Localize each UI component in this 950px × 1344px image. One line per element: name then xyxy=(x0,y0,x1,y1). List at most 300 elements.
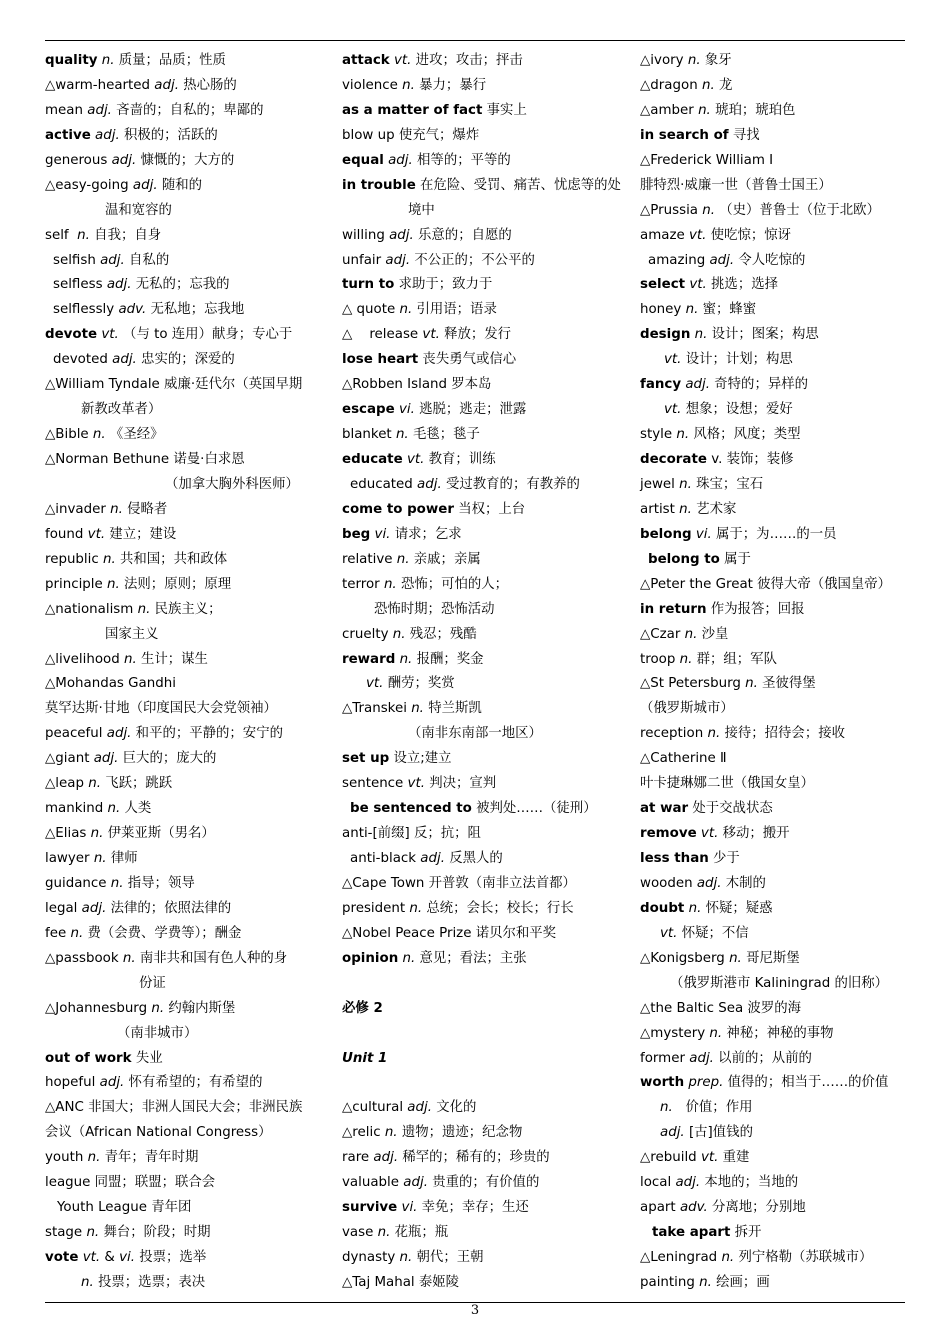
vocab-text: 本地的；当地的 xyxy=(700,1175,799,1191)
vocab-text: adj. xyxy=(696,875,722,891)
vocab-line xyxy=(342,149,632,174)
vocab-line xyxy=(640,448,915,473)
vocab-line xyxy=(45,473,335,498)
vocab-text: 青年；青年时期 xyxy=(100,1150,199,1166)
vocab-text: n. xyxy=(679,476,692,492)
vocab-text: cruelty xyxy=(342,626,393,642)
vocab-text: relative xyxy=(342,551,397,567)
vocab-line xyxy=(640,398,915,423)
vocab-text: adj. xyxy=(111,152,137,168)
vocab-text: 巨大的；庞大的 xyxy=(118,751,217,767)
vocab-text: stage xyxy=(45,1225,87,1241)
vocab-line xyxy=(45,1196,335,1221)
vocab-line xyxy=(45,348,335,373)
vocab-text: 事实上 xyxy=(482,102,527,118)
vocab-column-2 xyxy=(342,49,632,1296)
vocab-text: dynasty xyxy=(342,1250,400,1265)
vocab-line xyxy=(45,747,335,772)
vocab-text: legal xyxy=(45,900,82,916)
vocab-text: 热心肠的 xyxy=(178,77,237,93)
vocab-line xyxy=(640,822,915,847)
vocab-text: Youth League 青年团 xyxy=(57,1200,192,1216)
vocab-text: worth xyxy=(640,1075,685,1091)
vocab-text: 遗物；遗迹；纪念物 xyxy=(397,1125,523,1141)
vocab-text: be sentenced to xyxy=(350,801,472,817)
vocab-text: adj. xyxy=(403,1175,428,1191)
vocab-line xyxy=(342,972,632,997)
vocab-text: n. xyxy=(107,576,120,592)
vocab-text: n. xyxy=(377,1225,391,1241)
vocab-line xyxy=(342,523,632,548)
vocab-text: 亲戚；亲属 xyxy=(409,551,481,567)
vocab-text: quality xyxy=(45,53,98,68)
vocab-text: △ivory xyxy=(640,53,688,68)
vocab-text: 接待；招待会；接收 xyxy=(720,726,845,742)
vocab-text: 毛毯；毯子 xyxy=(408,427,480,443)
vocab-text: 龙 xyxy=(714,77,733,93)
vocab-text: vi. xyxy=(401,1200,418,1216)
vocab-text: fee xyxy=(45,925,71,941)
vocab-text: n. xyxy=(676,427,690,443)
vocab-line xyxy=(45,922,335,947)
vocab-text: △Robben Island 罗本岛 xyxy=(342,377,492,393)
vocab-text: （俄罗斯城市） xyxy=(640,701,734,717)
vocab-text: opinion xyxy=(342,950,399,966)
vocab-line xyxy=(342,1271,632,1296)
vocab-text: 投票；选票；表决 xyxy=(93,1274,206,1290)
vocab-text: △ quote xyxy=(342,302,400,318)
vocab-text: 莫罕达斯·甘地（印度国民大会党领袖） xyxy=(45,701,277,717)
vocab-text: n. xyxy=(709,1025,723,1041)
vocab-text: active xyxy=(45,127,91,143)
vocab-line xyxy=(640,1271,915,1296)
vocab-text: 残忍；残酷 xyxy=(405,626,477,642)
vocab-text: fancy xyxy=(640,377,682,393)
vocab-text: 乐意的；自愿的 xyxy=(413,227,512,243)
vocab-line xyxy=(640,1196,915,1221)
vocab-text: belong to xyxy=(648,551,720,567)
vocab-text: vt. xyxy=(87,526,106,542)
vocab-text: △dragon xyxy=(640,77,702,93)
vocab-text: 民族主义； xyxy=(150,601,222,617)
vocab-text: 建立；建设 xyxy=(105,526,177,542)
vocab-text: 移动；搬开 xyxy=(718,826,790,842)
vocab-line xyxy=(342,1196,632,1221)
vocab-line xyxy=(45,273,335,298)
vocab-line xyxy=(342,797,632,822)
vocab-text: vt. xyxy=(406,452,425,467)
vocab-text: 恐怖；可怕的人； xyxy=(396,576,509,592)
vocab-text: selfish xyxy=(53,252,101,268)
vocab-text: 逃脱；逃走；泄露 xyxy=(414,402,527,418)
vocab-line xyxy=(640,498,915,523)
vocab-text: 无私地；忘我地 xyxy=(146,302,245,318)
vocab-line xyxy=(342,1221,632,1246)
vocab-text: 求助于；致力于 xyxy=(394,277,493,293)
vocab-text: youth xyxy=(45,1150,88,1166)
vocab-text: n. xyxy=(684,626,698,642)
vocab-text: △nationalism xyxy=(45,601,138,617)
vocab-text: 哥尼斯堡 xyxy=(741,950,800,966)
vocab-text: 以前的；从前的 xyxy=(713,1050,812,1066)
vocab-text: n. xyxy=(402,950,416,966)
vocab-line xyxy=(342,49,632,74)
vocab-column-3 xyxy=(640,49,915,1296)
vocab-text: devoted xyxy=(53,352,113,368)
vocab-text: adj. xyxy=(689,1050,714,1066)
vocab-text: apart xyxy=(640,1200,680,1216)
vocab-text: 飞跃；跳跃 xyxy=(100,776,173,792)
vocab-line xyxy=(45,1047,335,1072)
vocab-text: style xyxy=(640,427,677,443)
vocab-text: n. xyxy=(660,1100,673,1116)
vocab-text: 投票；选举 xyxy=(135,1250,207,1265)
vocab-line xyxy=(45,398,335,423)
vocab-text: take apart xyxy=(652,1225,731,1241)
vocab-text: 指导；领导 xyxy=(123,875,195,891)
vocab-text: blow up 使充气；爆炸 xyxy=(342,127,480,143)
vocab-line xyxy=(342,1096,632,1121)
vocab-text: 怀疑；疑惑 xyxy=(701,900,773,916)
vocab-text: 意见；看法；主张 xyxy=(415,950,527,966)
vocab-text: n. xyxy=(77,227,90,243)
vocab-text: 法则；原则；原理 xyxy=(119,576,232,592)
vocab-text: 设计；计划；构思 xyxy=(681,352,793,368)
vocab-text: 挑选；选择 xyxy=(706,277,778,293)
vocab-text: △easy-going xyxy=(45,177,133,193)
vocab-line xyxy=(640,99,915,124)
vocab-line xyxy=(342,249,632,274)
vocab-text: in search of xyxy=(640,127,729,143)
vocab-text: n. xyxy=(707,726,721,742)
vocab-text: 约翰内斯堡 xyxy=(164,1000,236,1016)
vocab-text: 失业 xyxy=(131,1050,163,1066)
vocab-text: △Elias xyxy=(45,826,91,842)
vocab-text: 属于 xyxy=(719,551,751,567)
vocab-text: turn to xyxy=(342,277,395,293)
vocab-line xyxy=(45,49,335,74)
vocab-text: △Cape Town 开普敦（南非立法首都） xyxy=(342,875,576,891)
vocab-text: n. xyxy=(729,950,742,966)
vocab-text: mankind xyxy=(45,801,108,817)
vocab-text: n. xyxy=(92,427,106,443)
vocab-text: self xyxy=(45,227,78,243)
vocab-line xyxy=(342,573,632,598)
vocab-text: 少于 xyxy=(708,851,740,866)
vocab-text: adj. xyxy=(99,1075,125,1091)
vocab-text: △amber xyxy=(640,102,699,118)
vocab-line xyxy=(640,473,915,498)
vocab-text: vi. xyxy=(374,526,391,542)
vocab-text: willing xyxy=(342,227,390,243)
vocab-text: （南非东南部一地区） xyxy=(408,726,542,742)
vocab-text: vase xyxy=(342,1225,378,1241)
vocab-text: jewel xyxy=(640,476,680,492)
vocab-line xyxy=(342,224,632,249)
vocab-line xyxy=(640,124,915,149)
vocab-text: n. xyxy=(90,826,104,842)
vocab-text: 值得的；相当于……的价值 xyxy=(723,1075,889,1091)
vocab-text: n. xyxy=(679,651,693,667)
vocab-text: adj. xyxy=(385,252,411,268)
vocab-text: 人类 xyxy=(120,801,152,817)
vocab-line xyxy=(45,1246,335,1271)
vocab-text: 被判处……（徒刑） xyxy=(471,801,597,817)
vocab-line xyxy=(342,772,632,797)
vocab-text: 不公正的；不公平的 xyxy=(410,252,535,268)
vocab-line xyxy=(640,1171,915,1196)
vocab-text: △warm-hearted xyxy=(45,77,155,93)
vocab-text: come to power xyxy=(342,501,454,517)
vocab-line xyxy=(45,897,335,922)
vocab-text: （南非城市） xyxy=(117,1025,198,1041)
vocab-text: （加拿大胸外科医师） xyxy=(165,476,299,492)
vocab-text: △Bible xyxy=(45,427,93,443)
vocab-text: vi. xyxy=(398,402,415,418)
vocab-text: adj. xyxy=(154,77,179,93)
vocab-text: attack xyxy=(342,53,390,68)
vocab-line xyxy=(640,348,915,373)
vocab-text: terror xyxy=(342,576,384,592)
vocab-text: 舞台；阶段；时期 xyxy=(99,1225,211,1241)
vocab-text: 设立;建立 xyxy=(389,751,452,767)
vocab-text: adj. xyxy=(106,726,132,742)
vocab-text: n. xyxy=(702,202,716,218)
vocab-line xyxy=(45,548,335,573)
vocab-text: 法律的；依照法律的 xyxy=(106,900,232,916)
vocab-text: 南非共和国有色人种的身 xyxy=(135,950,288,966)
vocab-text: sentence xyxy=(342,776,408,792)
vocab-text: 丧失勇气或信心 xyxy=(418,352,517,368)
vocab-text: △Konigsberg xyxy=(640,950,730,966)
vocab-text: 作为报答；回报 xyxy=(706,601,805,617)
vocab-text: vt. xyxy=(393,53,412,68)
vocab-text: vt. xyxy=(700,826,719,842)
vocab-text: in trouble xyxy=(342,177,416,193)
vocab-text: 象牙 xyxy=(700,53,732,68)
vocab-text: design xyxy=(640,327,691,343)
vocab-text: 风格；风度；类型 xyxy=(689,427,801,443)
vocab-text: 慷慨的；大方的 xyxy=(136,152,235,168)
vocab-text: vt. xyxy=(422,327,440,343)
vocab-text: △the Baltic Sea 波罗的海 xyxy=(640,1000,801,1016)
page-number: 3 xyxy=(470,1303,480,1318)
vocab-text: 列宁格勒（苏联城市） xyxy=(734,1250,873,1265)
vocab-text: 绘画；画 xyxy=(711,1274,770,1290)
vocab-text: selflessly xyxy=(53,302,119,318)
vocab-text: adj. xyxy=(407,1100,432,1116)
vocab-text: 当权；上台 xyxy=(453,501,526,517)
vocab-line xyxy=(45,598,335,623)
vocab-text: 酬劳；奖赏 xyxy=(383,676,455,692)
vocab-text: vt. xyxy=(688,227,707,243)
vocab-line xyxy=(342,1022,632,1047)
vocab-line xyxy=(640,149,915,174)
vocab-line xyxy=(45,1096,335,1121)
vocab-text: vt. xyxy=(366,676,384,692)
vocab-line xyxy=(342,1171,632,1196)
vocab-text: △cultural xyxy=(342,1100,408,1116)
vocab-text: 温和宽容的 xyxy=(105,202,172,218)
vocab-text: （史）普鲁士（位于北欧） xyxy=(715,202,880,218)
vocab-line xyxy=(45,672,335,697)
vocab-line xyxy=(640,249,915,274)
vocab-line xyxy=(342,1047,632,1072)
vocab-line xyxy=(45,323,335,348)
vocab-text: n. xyxy=(137,601,151,617)
vocab-text: lose heart xyxy=(342,352,419,368)
vocab-line xyxy=(640,672,915,697)
vocab-text: n. xyxy=(409,900,423,916)
vocab-line xyxy=(45,797,335,822)
vocab-text: 律师 xyxy=(106,851,138,866)
vocab-text: reward xyxy=(342,651,396,667)
vocab-line xyxy=(342,323,632,348)
vocab-line xyxy=(640,49,915,74)
vocab-text: △St Petersburg xyxy=(640,676,746,692)
vocab-text: 稀罕的；稀有的；珍贵的 xyxy=(398,1150,550,1166)
vocab-text: n. xyxy=(701,77,715,93)
vocab-text: adj. xyxy=(389,227,414,243)
vocab-text: 《圣经》 xyxy=(105,427,164,443)
vocab-line xyxy=(342,1121,632,1146)
vocab-text: 总统；会长；校长；行长 xyxy=(422,900,574,916)
vocab-text: △ANC 非国大；非洲人国民大会；非洲民族 xyxy=(45,1100,303,1116)
vocab-line xyxy=(45,124,335,149)
vocab-text: hopeful xyxy=(45,1075,100,1091)
vocab-text: amaze xyxy=(640,227,689,243)
vocab-line xyxy=(342,747,632,772)
vocab-text: adj. xyxy=(100,252,125,268)
vocab-text: former xyxy=(640,1050,690,1066)
vocab-text: violence xyxy=(342,77,403,93)
vocab-text: 拆开 xyxy=(730,1225,762,1241)
vocab-text: decorate xyxy=(640,452,707,467)
vocab-text: belong xyxy=(640,526,692,542)
vocab-line xyxy=(45,373,335,398)
vocab-line xyxy=(640,548,915,573)
vocab-line xyxy=(640,1096,915,1121)
vocab-text: vt. xyxy=(407,776,425,792)
vocab-line xyxy=(640,947,915,972)
vocab-text: at war xyxy=(640,801,689,817)
vocab-line xyxy=(342,997,632,1022)
vocab-text: 忠实的；深爱的 xyxy=(136,352,235,368)
vocab-text: n. xyxy=(685,302,699,318)
vocab-text: vt. xyxy=(664,352,682,368)
vocab-text: less than xyxy=(640,851,709,866)
vocab-text: local xyxy=(640,1175,676,1191)
vocab-text: 必修 2 xyxy=(342,1000,383,1016)
vocab-text: △Nobel Peace Prize 诺贝尔和平奖 xyxy=(342,925,557,941)
vocab-line xyxy=(45,423,335,448)
vocab-text: 境中 xyxy=(408,202,435,218)
vocab-text: 释放；发行 xyxy=(439,327,512,343)
vocab-text: adv. xyxy=(118,302,147,318)
vocab-line xyxy=(640,722,915,747)
vocab-line xyxy=(45,648,335,673)
vocab-text: n. xyxy=(399,651,413,667)
vocab-text: artist xyxy=(640,501,680,517)
vocab-text: 费（会费、学费等）；酬金 xyxy=(83,925,242,941)
vocab-text: escape xyxy=(342,402,395,418)
vocab-line xyxy=(342,648,632,673)
vocab-text: adj. xyxy=(132,177,158,193)
vocab-text: n. xyxy=(122,950,136,966)
vocab-text: 国家主义 xyxy=(105,626,159,642)
vocab-text: 新教改革者） xyxy=(81,402,162,418)
vocab-text: 积极的；活跃的 xyxy=(119,127,218,143)
vocab-text: 引用语；语录 xyxy=(412,302,497,318)
vocab-line xyxy=(640,1121,915,1146)
vocab-line xyxy=(342,872,632,897)
vocab-line xyxy=(45,1022,335,1047)
vocab-line xyxy=(45,1121,335,1146)
vocab-text: adj. xyxy=(420,851,445,866)
vocab-text: 属于；为……的一员 xyxy=(711,526,837,542)
vocab-line xyxy=(45,623,335,648)
vocab-text: adj. xyxy=(709,252,735,268)
vocab-text: 暴力；暴行 xyxy=(414,77,487,93)
vocab-text: generous xyxy=(45,152,112,168)
vocab-text: n. xyxy=(688,900,702,916)
vocab-line xyxy=(640,1246,915,1271)
vocab-text: n. xyxy=(101,53,115,68)
vocab-text: vote xyxy=(45,1250,79,1265)
vocab-line xyxy=(342,398,632,423)
vocab-line xyxy=(640,323,915,348)
vocab-line xyxy=(342,897,632,922)
vocab-text: 和平的；平静的；安宁的 xyxy=(131,726,283,742)
vocab-line xyxy=(342,99,632,124)
vocab-text: adj. xyxy=(93,751,119,767)
vocab-line xyxy=(640,1071,915,1096)
vocab-line xyxy=(45,1071,335,1096)
vocab-text: （俄罗斯港市 Kaliningrad 的旧称） xyxy=(670,975,889,991)
vocab-text: △Johannesburg xyxy=(45,1000,152,1016)
vocab-text: △Mohandas Gandhi xyxy=(45,676,176,692)
vocab-text: n. xyxy=(81,1274,94,1290)
vocab-text: △Catherine Ⅱ xyxy=(640,751,727,767)
vocab-line xyxy=(640,697,915,722)
vocab-text: 腓特烈·威廉一世（普鲁士国王） xyxy=(640,177,832,193)
vocab-text: selfless xyxy=(53,277,107,293)
vocab-text: 奇特的；异样的 xyxy=(710,377,809,393)
vocab-text: n. xyxy=(396,551,410,567)
vocab-line xyxy=(640,872,915,897)
vocab-text: 花瓶；瓶 xyxy=(390,1225,449,1241)
vocab-text: 在危险、受罚、痛苦、忧虑等的处 xyxy=(415,177,621,193)
vocab-text: 进攻；攻击；抨击 xyxy=(411,53,523,68)
vocab-text: & xyxy=(100,1250,120,1265)
vocab-line xyxy=(45,249,335,274)
vocab-text: 怀疑；不信 xyxy=(677,925,749,941)
vocab-line xyxy=(640,997,915,1022)
vocab-text: honey xyxy=(640,302,686,318)
vocab-text: n. xyxy=(399,1250,413,1265)
vocab-text: league 同盟；联盟；联合会 xyxy=(45,1175,216,1191)
vocab-text: 怀有希望的；有希望的 xyxy=(124,1075,263,1091)
vocab-line xyxy=(45,99,335,124)
vocab-text: 教育；训练 xyxy=(424,452,496,467)
vocab-text: 想象；设想；爱好 xyxy=(681,402,793,418)
vocab-line xyxy=(640,598,915,623)
vocab-text: lawyer xyxy=(45,851,94,866)
vocab-text: 会议（African National Congress） xyxy=(45,1125,272,1141)
vocab-line xyxy=(45,697,335,722)
vocab-text: unfair xyxy=(342,252,386,268)
vocab-text: educated xyxy=(350,476,418,492)
